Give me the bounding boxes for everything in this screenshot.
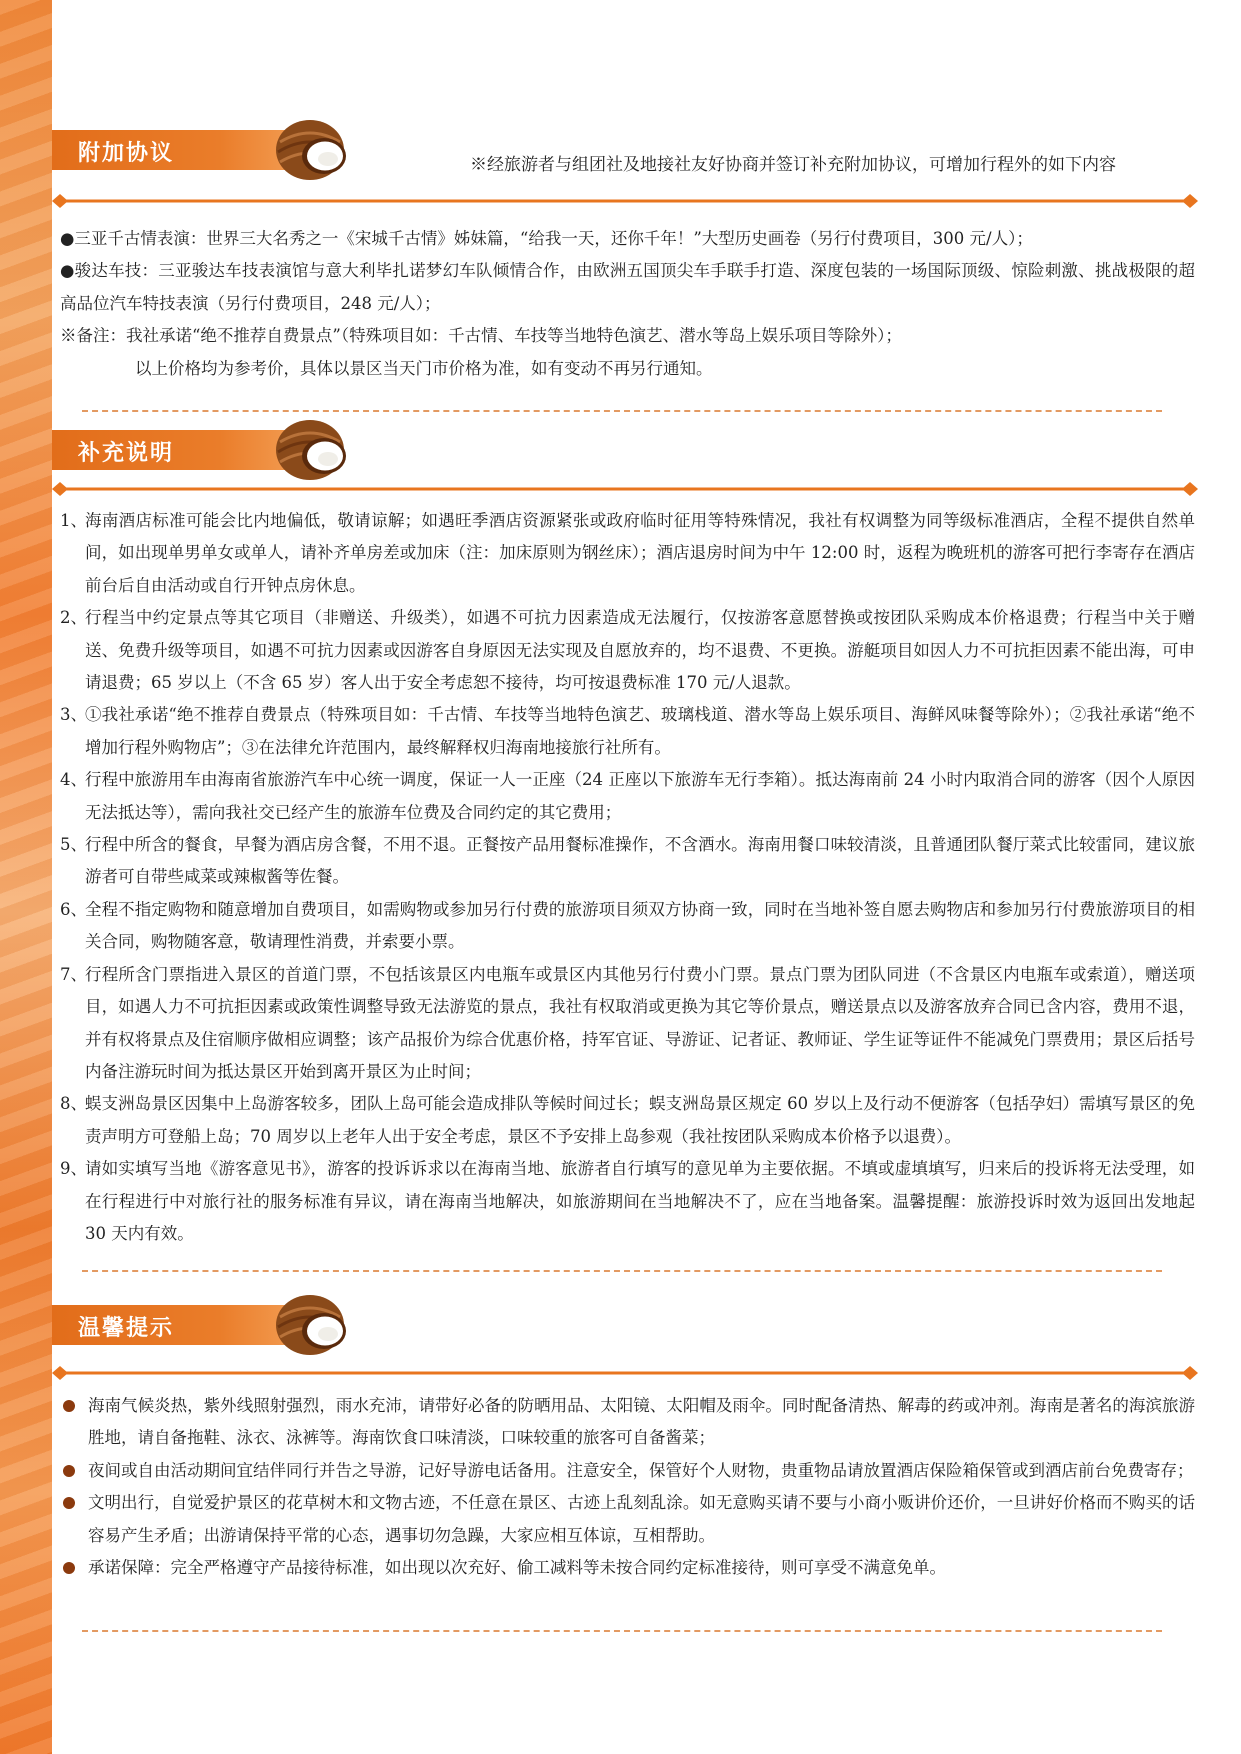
tips-dashed-separator — [82, 1630, 1162, 1632]
item-text: 行程所含门票指进入景区的首道门票，不包括该景区内电瓶车或景区内其他另行付费小门票。景点门票为团队同进（不含景区内电瓶车或索道），赠送项目，如遇人力不可抗拒因素或政策性调整导致无法游览的景点，我社有权取消或更换为其它等价景点，赠送景点以及游客放弃合同已含内容，费用不退，并有权将景点及住宿顺序做相应调整；该产品报价为综合优惠价格，持军官证、导游证、记者证、教师证、学生证等证件不能减免门票费用；景区后括号内备注游玩时间为抵达景区开始到离开景区为止时间； — [85, 964, 1195, 1081]
tips-section-title: 温馨提示 — [78, 1316, 175, 1341]
supplement-item — [60, 505, 1195, 602]
tip-text: 文明出行，自觉爱护景区的花草树木和文物古迹，不任意在景区、古迹上乱刻乱涂。如无意购买请不要与小商小贩讲价还价，一旦讲好价格而不购买的话容易产生矛盾；出游请保持平常的心态，遇事切勿急躁，大家应相互体谅，互相帮助。 — [88, 1493, 1195, 1545]
item-number: 7、 — [60, 964, 87, 984]
addon-section-title: 附加协议 — [78, 141, 175, 166]
item-number: 2、 — [60, 608, 87, 628]
tip-text: 夜间或自由活动期间宜结伴同行并告之导游，记好导游电话备用。注意安全，保管好个人财物，贵重物品请放置酒店保险箱保管或到酒店前台免费寄存； — [88, 1460, 1194, 1480]
coconut-icon — [274, 1293, 350, 1357]
addon-note: ※经旅游者与组团社及地接社友好协商并签订补充附加协议，可增加行程外的如下内容 — [470, 155, 1116, 175]
tip-item — [60, 1487, 1195, 1552]
item-text: ①我社承诺“绝不推荐自费景点（特殊项目如：千古情、车技等当地特色演艺、玻璃栈道、潜水等岛上娱乐项目、海鲜风味餐等除外）；②我社承诺“绝不增加行程外购物店”；③在法律允许范围内，最终解释权归海南地接旅行社所有。 — [85, 705, 1195, 757]
tip-text: 海南气候炎热，紫外线照射强烈，雨水充沛，请带好必备的防晒用品、太阳镜、太阳帽及雨伞。同时配备清热、解毒的药或冲剂。海南是著名的海滨旅游胜地，请自备拖鞋、泳衣、泳裤等。海南饮食口味清淡，口味较重的旅客可自备酱菜； — [88, 1396, 1195, 1448]
tips-content — [60, 1390, 1195, 1584]
bullet-icon — [63, 1465, 75, 1477]
addon-item: ●骏达车技：三亚骏达车技表演馆与意大利毕扎诺梦幻车队倾情合作，由欧洲五国顶尖车手联手打造、深度包装的一场国际顶级、惊险刺激、挑战极限的超高品位汽车特技表演（另行付费项目，248 元/人）； — [60, 261, 1195, 313]
supplement-section-title: 补充说明 — [78, 441, 175, 466]
addon-footnote: 以上价格均为参考价，具体以景区当天门市价格为准，如有变动不再另行通知。 — [135, 358, 713, 378]
addon-dashed-separator — [82, 410, 1162, 412]
item-text: 全程不指定购物和随意增加自费项目，如需购物或参加另行付费的旅游项目须双方协商一致，同时在当地补签自愿去购物店和参加另行付费旅游项目的相关合同，购物随客意，敬请理性消费，并索要小票。 — [85, 899, 1195, 952]
item-number: 3、 — [60, 705, 87, 725]
supplement-item — [60, 699, 1195, 764]
item-number: 6、 — [60, 899, 87, 919]
bullet-icon — [63, 1400, 75, 1412]
tips-section-header — [52, 1293, 362, 1353]
supplement-section-header — [52, 418, 362, 478]
addon-divider — [52, 193, 1198, 209]
item-number: 9、 — [60, 1159, 87, 1179]
supplement-item — [60, 894, 1195, 959]
addon-section-header — [52, 118, 362, 178]
supplement-dashed-separator — [82, 1270, 1162, 1272]
tip-text: 承诺保障：完全严格遵守产品接待标准，如出现以次充好、偷工减料等未按合同约定标准接待，则可享受不满意免单。 — [88, 1558, 946, 1578]
item-text: 蜈支洲岛景区因集中上岛游客较多，团队上岛可能会造成排队等候时间过长；蜈支洲岛景区规定 60 岁以上及行动不便游客（包括孕妇）需填写景区的免责声明方可登船上岛；70 周岁以上老年人出于安全考虑，景区不予安排上岛参观（我社按团队采购成本价格予以退费）。 — [85, 1094, 1195, 1146]
item-number: 8、 — [60, 1094, 87, 1114]
supplement-item — [60, 602, 1195, 699]
tip-item — [60, 1390, 1195, 1455]
supplement-item — [60, 1088, 1195, 1153]
bullet-icon — [63, 1562, 75, 1574]
supplement-item — [60, 829, 1195, 894]
coconut-icon — [274, 118, 350, 182]
tip-item — [60, 1455, 1195, 1487]
coconut-icon — [274, 418, 350, 482]
item-number: 4、 — [60, 770, 87, 790]
supplement-divider — [52, 481, 1198, 497]
addon-content — [60, 223, 1195, 385]
item-text: 行程中所含的餐食，早餐为酒店房含餐，不用不退。正餐按产品用餐标准操作，不含酒水。海南用餐口味较清淡，且普通团队餐厅菜式比较雷同，建议旅游者可自带些咸菜或辣椒酱等佐餐。 — [85, 835, 1195, 887]
item-text: 请如实填写当地《游客意见书》，游客的投诉诉求以在海南当地、旅游者自行填写的意见单为主要依据。不填或虚填填写，归来后的投诉将无法受理，如在行程进行中对旅行社的服务标准有异议，请在海南当地解决，如旅游期间在当地解决不了，应在当地备案。温馨提醒：旅游投诉时效为返回出发地起 30 天内有效。 — [85, 1159, 1195, 1243]
item-text: 行程当中约定景点等其它项目（非赠送、升级类），如遇不可抗力因素造成无法履行，仅按游客意愿替换或按团队采购成本价格退费；行程当中关于赠送、免费升级等项目，如遇不可抗力因素或因游客自身原因无法实现及自愿放弃的，均不退费、不更换。游艇项目如因人力不可抗拒因素不能出海，可申请退费；65 岁以上（不含 65 岁）客人出于安全考虑恕不接待，均可按退费标准 170 元/人退款。 — [85, 608, 1195, 693]
supplement-content — [60, 505, 1195, 1250]
supplement-item — [60, 959, 1195, 1089]
item-number: 1、 — [60, 511, 87, 530]
side-decor-band — [0, 0, 52, 1754]
supplement-item — [60, 764, 1195, 829]
item-text: 海南酒店标准可能会比内地偏低，敬请谅解；如遇旺季酒店资源紧张或政府临时征用等特殊情况，我社有权调整为同等级标准酒店，全程不提供自然单间，如出现单男单女或单人，请补齐单房差或加床（注：加床原则为钢丝床）；酒店退房时间为中午 12:00 时，返程为晚班机的游客可把行李寄存在酒店前台后自由活动或自行开钟点房休息。 — [85, 511, 1195, 595]
supplement-item — [60, 1153, 1195, 1250]
tips-divider — [52, 1365, 1198, 1381]
addon-item: ※备注：我社承诺“绝不推荐自费景点”（特殊项目如：千古情、车技等当地特色演艺、潜水等岛上娱乐项目等除外）； — [60, 326, 902, 346]
item-number: 5、 — [60, 835, 87, 855]
bullet-icon — [63, 1497, 75, 1509]
tip-item — [60, 1552, 1195, 1584]
addon-item: ●三亚千古情表演：世界三大名秀之一《宋城千古情》姊妹篇，“给我一天，还你千年！”大型历史画卷（另行付费项目，300 元/人）； — [60, 229, 1033, 248]
item-text: 行程中旅游用车由海南省旅游汽车中心统一调度，保证一人一正座（24 正座以下旅游车无行李箱）。抵达海南前 24 小时内取消合同的游客（因个人原因无法抵达等），需向我社交已经产生的旅游车位费及合同约定的其它费用； — [85, 770, 1195, 822]
